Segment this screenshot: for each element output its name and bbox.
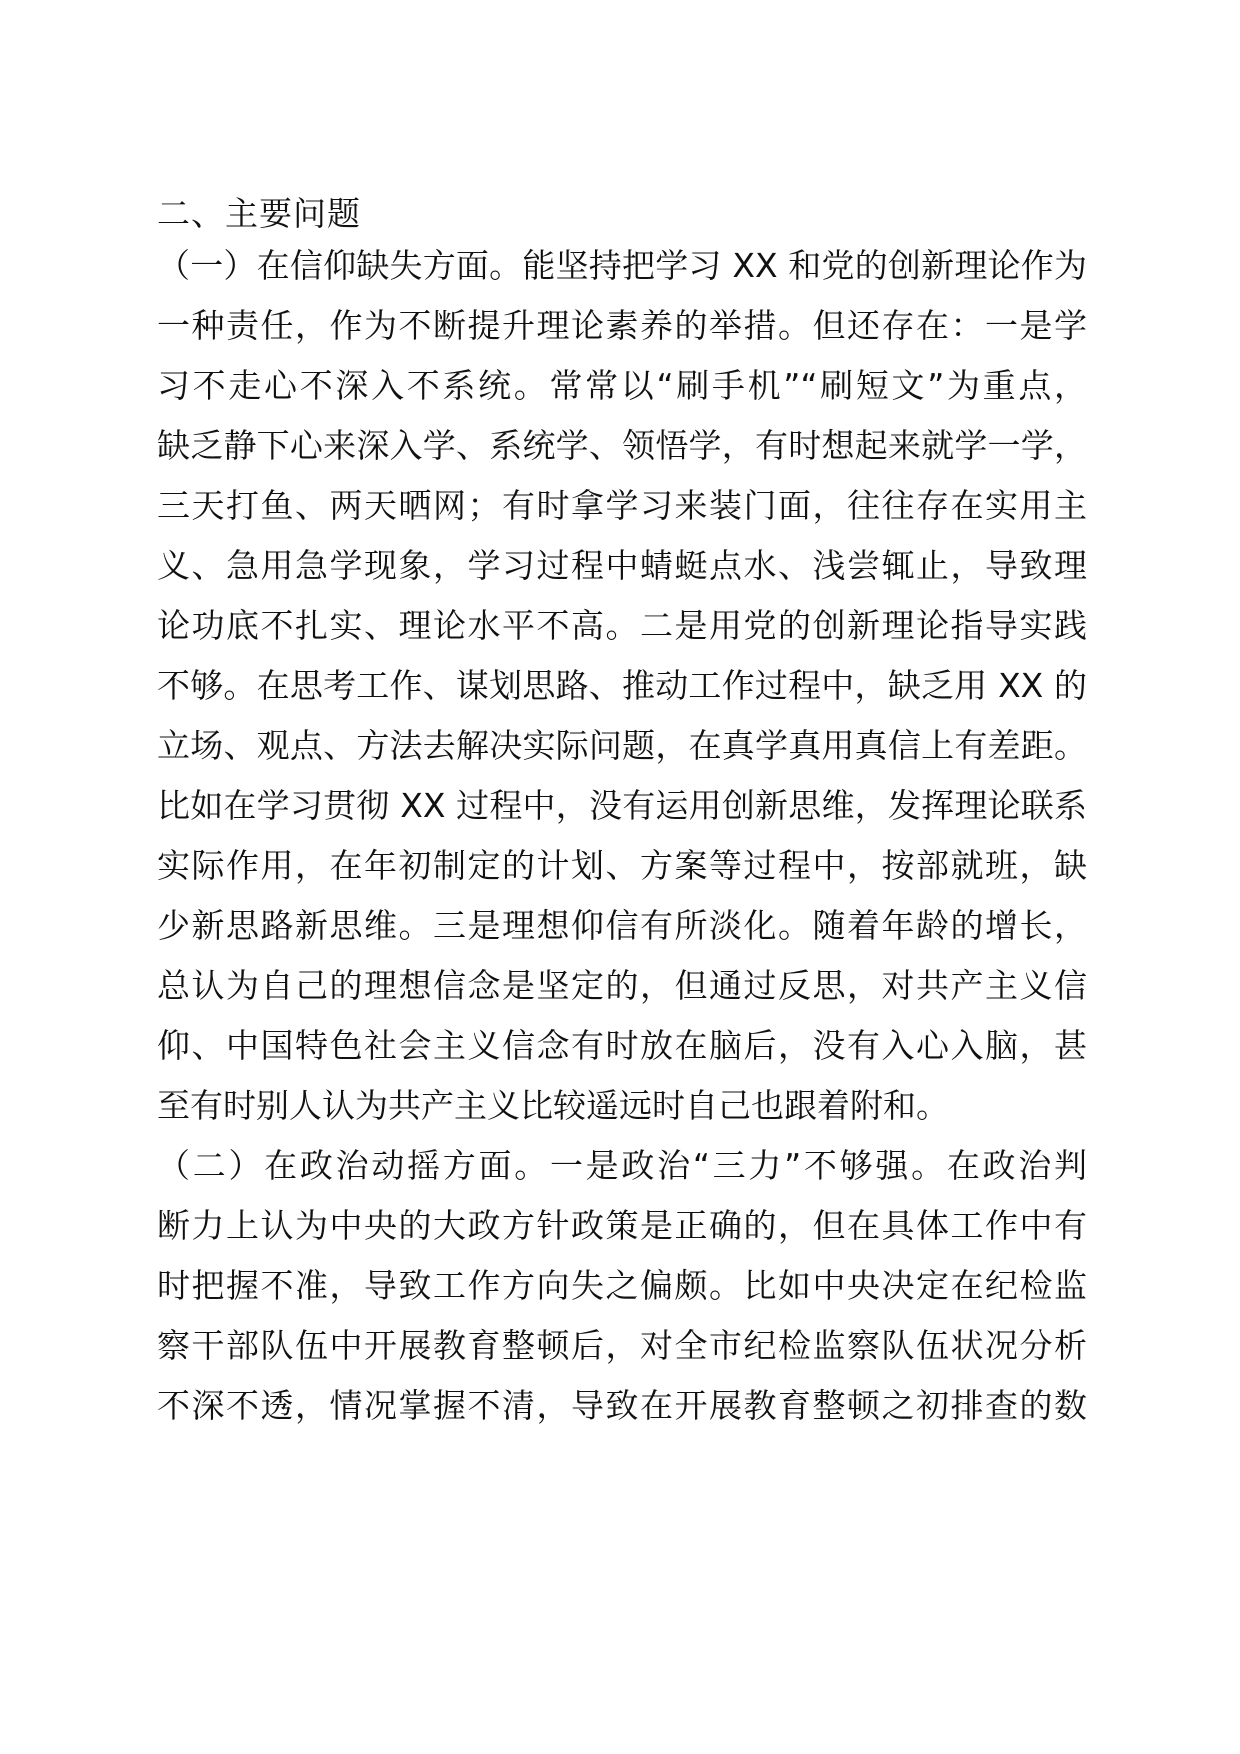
paragraph-line: 实际作用，在年初制定的计划、方案等过程中，按部就班，缺 (157, 846, 1087, 885)
paragraph-line: （二）在政治动摇方面。一是政治“三力”不够强。在政治判 (157, 1146, 1087, 1185)
paragraph-line: 时把握不准，导致工作方向失之偏颇。比如中央决定在纪检监 (157, 1266, 1087, 1305)
paragraph-line: 立场、观点、方法去解决实际问题，在真学真用真信上有差距。 (157, 726, 1087, 765)
paragraph-line: 比如在学习贯彻 XX 过程中，没有运用创新思维，发挥理论联系 (157, 786, 1087, 825)
paragraph-line: 缺乏静下心来深入学、系统学、领悟学，有时想起来就学一学， (157, 426, 1087, 465)
paragraph-line: 至有时别人认为共产主义比较遥远时自己也跟着附和。 (157, 1086, 949, 1125)
paragraph-line: 总认为自己的理想信念是坚定的，但通过反思，对共产主义信 (157, 966, 1087, 1005)
paragraph-line: 一种责任，作为不断提升理论素养的举措。但还存在：一是学 (157, 306, 1087, 345)
paragraph-line: 仰、中国特色社会主义信念有时放在脑后，没有入心入脑，甚 (157, 1026, 1087, 1065)
paragraph-line: 义、急用急学现象，学习过程中蜻蜓点水、浅尝辄止，导致理 (157, 546, 1087, 585)
paragraph-line: 不深不透，情况掌握不清，导致在开展教育整顿之初排查的数 (157, 1386, 1087, 1425)
section-heading: 二、主要问题 (157, 194, 361, 233)
paragraph-line: 三天打鱼、两天晒网；有时拿学习来装门面，往往存在实用主 (157, 486, 1087, 525)
paragraph-line: （一）在信仰缺失方面。能坚持把学习 XX 和党的创新理论作为 (157, 246, 1087, 285)
paragraph-line: 习不走心不深入不系统。常常以“刷手机”“刷短文”为重点， (157, 366, 1087, 405)
paragraph-line: 不够。在思考工作、谋划思路、推动工作过程中，缺乏用 XX 的 (157, 666, 1087, 705)
paragraph-line: 断力上认为中央的大政方针政策是正确的，但在具体工作中有 (157, 1206, 1087, 1245)
paragraph-line: 少新思路新思维。三是理想仰信有所淡化。随着年龄的增长， (157, 906, 1087, 945)
paragraph-line: 察干部队伍中开展教育整顿后，对全市纪检监察队伍状况分析 (157, 1326, 1087, 1365)
paragraph-line: 论功底不扎实、理论水平不高。二是用党的创新理论指导实践 (157, 606, 1087, 645)
